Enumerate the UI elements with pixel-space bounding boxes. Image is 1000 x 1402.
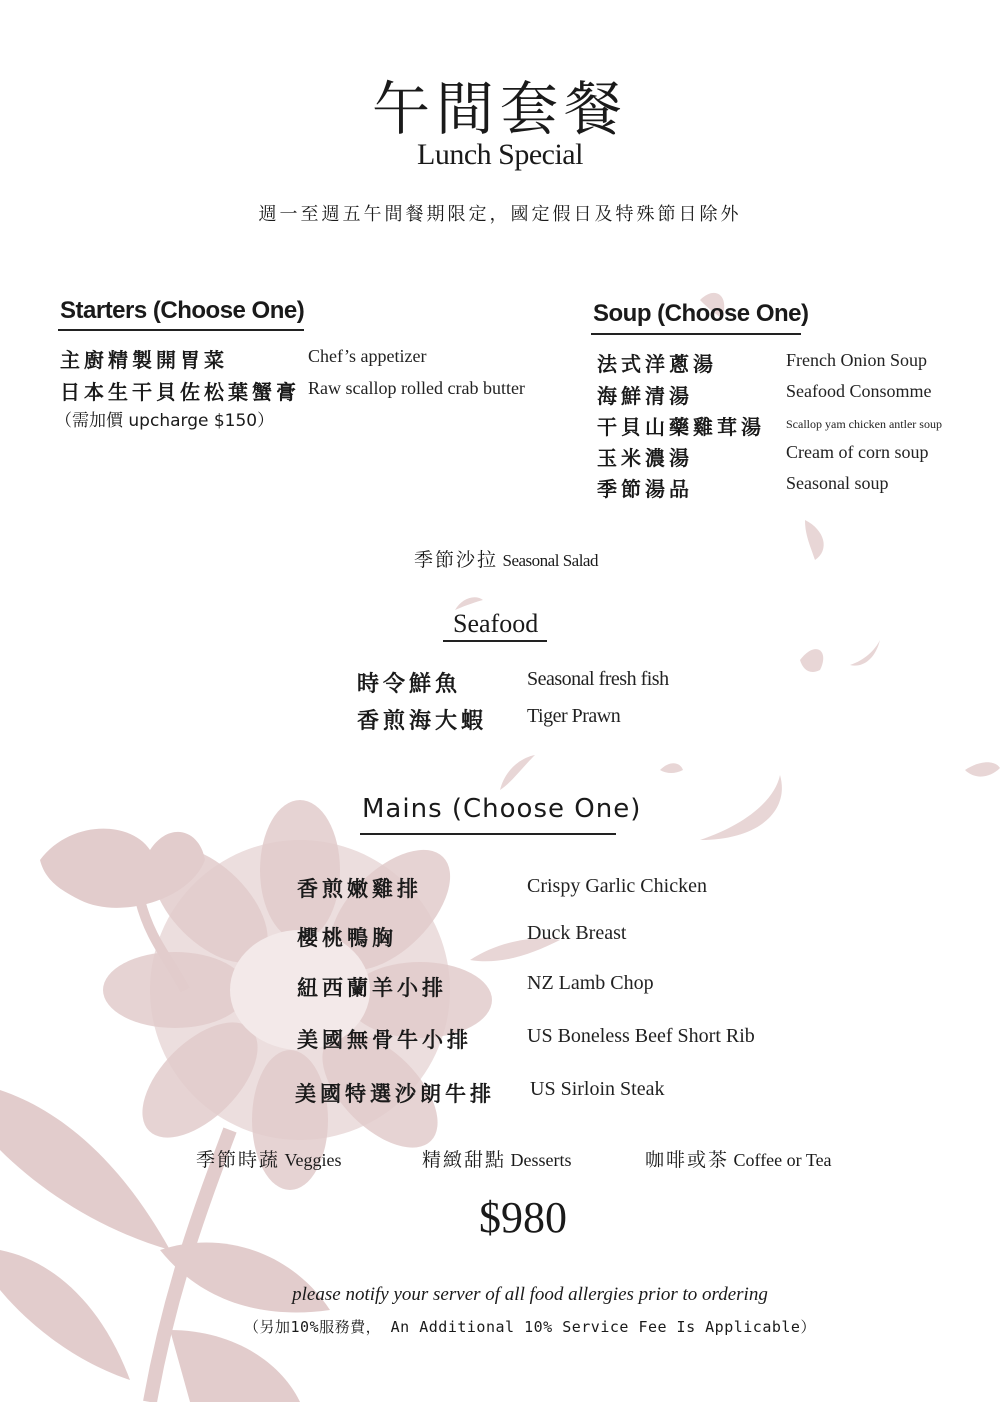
extra-desserts: [422, 1145, 572, 1172]
seafood-item-zh: 時令鮮魚: [357, 672, 462, 697]
main-item-en: NZ Lamb Chop: [527, 972, 654, 994]
seafood-item-zh: 香煎海大蝦: [357, 709, 488, 734]
main-item-zh: 紐西蘭羊小排: [297, 976, 447, 1000]
soup-item-en: Seasonal soup: [786, 473, 889, 493]
soup-underline: [591, 333, 801, 335]
salad-zh: 季節沙拉: [414, 549, 499, 571]
starter-item-en: Chef’s appetizer: [308, 346, 427, 366]
soup-item-en: Scallop yam chicken antler soup: [786, 417, 942, 431]
seafood-item-en: Tiger Prawn: [527, 705, 621, 727]
soup-item-zh: 法式洋蔥湯: [597, 352, 717, 376]
extra-en: Desserts: [510, 1150, 572, 1170]
soup-item-zh: 海鮮清湯: [597, 384, 693, 408]
allergy-note: please notify your server of all food allergies prior to ordering: [292, 1284, 768, 1305]
seafood-underline: [443, 640, 547, 642]
main-item-zh: 美國無骨牛小排: [297, 1028, 472, 1052]
starter-item-en: Raw scallop rolled crab butter: [308, 378, 525, 398]
extra-zh: 咖啡或茶: [645, 1149, 730, 1171]
salad-line: [414, 545, 598, 572]
salad-en: Seasonal Salad: [502, 551, 598, 570]
title-english: Lunch Special: [417, 138, 583, 171]
availability-note: 週一至週五午間餐期限定，國定假日及特殊節日除外: [258, 204, 742, 225]
mains-underline: [360, 833, 616, 835]
seafood-item-en: Seasonal fresh fish: [527, 668, 669, 690]
starters-heading: Starters (Choose One): [60, 297, 305, 324]
extra-veggies: [196, 1145, 342, 1172]
extra-en: Veggies: [284, 1150, 342, 1170]
extra-en: Coffee or Tea: [733, 1150, 832, 1170]
starter-upcharge: （需加價 upcharge $150）: [55, 411, 275, 431]
soup-item-en: French Onion Soup: [786, 350, 927, 370]
extra-zh: 精緻甜點: [422, 1149, 507, 1171]
extra-coffee-tea: [645, 1145, 832, 1172]
soup-item-en: Cream of corn soup: [786, 442, 929, 462]
starter-item-zh: 主廚精製開胃菜: [60, 348, 228, 372]
starter-item-zh: 日本生干貝佐松葉蟹膏: [60, 380, 300, 404]
main-item-zh: 櫻桃鴨胸: [297, 926, 397, 950]
main-item-zh: 美國特選沙朗牛排: [295, 1082, 495, 1106]
set-price: $980: [479, 1193, 567, 1242]
main-item-en: Duck Breast: [527, 922, 627, 944]
soup-item-zh: 干貝山藥雞茸湯: [597, 415, 765, 439]
seafood-heading: Seafood: [453, 609, 539, 638]
mains-heading: Mains (Choose One): [362, 794, 642, 824]
main-item-en: Crispy Garlic Chicken: [527, 875, 707, 897]
soup-item-en: Seafood Consomme: [786, 381, 932, 401]
main-item-zh: 香煎嫩雞排: [297, 877, 422, 901]
main-item-en: US Boneless Beef Short Rib: [527, 1025, 755, 1047]
soup-item-zh: 玉米濃湯: [597, 446, 693, 470]
starters-underline: [58, 329, 304, 331]
soup-item-zh: 季節湯品: [597, 477, 693, 501]
extra-zh: 季節時蔬: [196, 1149, 281, 1171]
title-chinese: 午間套餐: [371, 75, 628, 143]
service-fee-note: （另加10%服務費， An Additional 10% Service Fee Is Applicable）: [244, 1318, 816, 1336]
soup-heading: Soup (Choose One): [593, 300, 809, 327]
main-item-en: US Sirloin Steak: [530, 1078, 665, 1100]
